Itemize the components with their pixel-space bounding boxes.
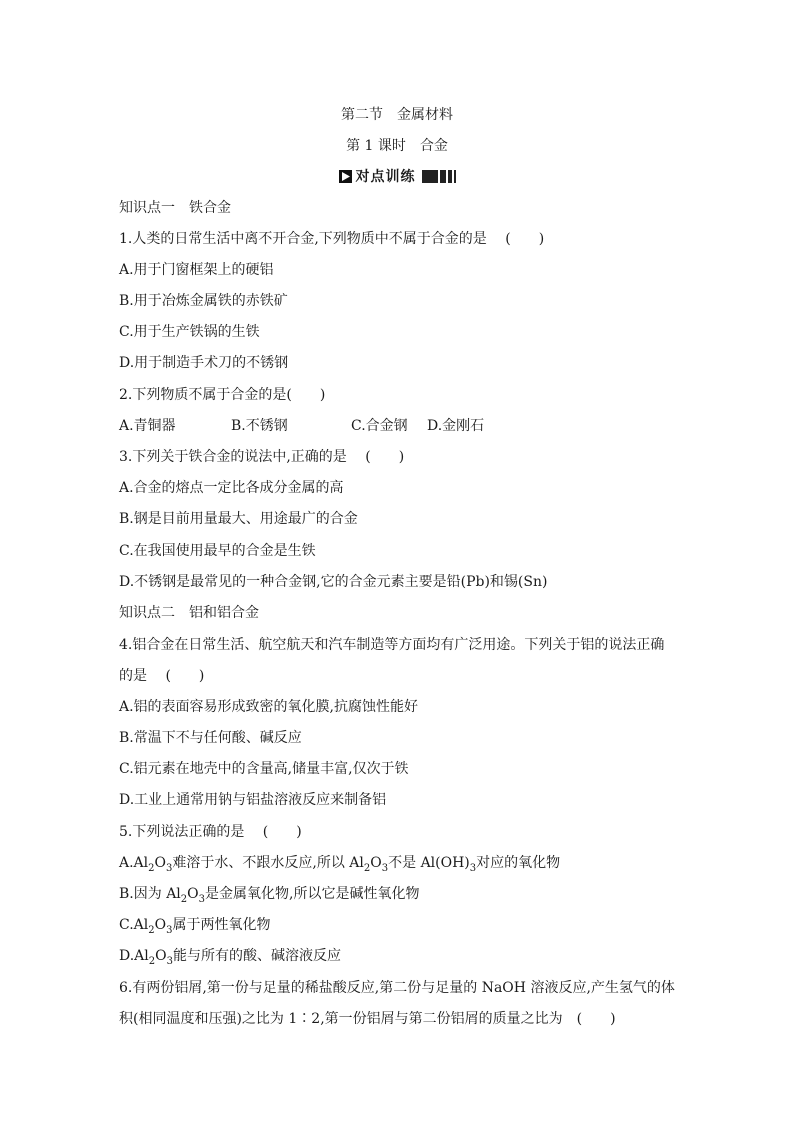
q5-option-a: $A.Al_2O_3$难溶于水、不跟水反应,所以 $Al_2O_3$不是 $Al(OH)_3$对应的氧化物	[119, 855, 561, 874]
q2-option-d: D.金刚石	[427, 418, 485, 434]
q5-stem: 5.下列说法正确的是 ( )	[119, 824, 302, 840]
q4-option-d: D.工业上通常用钠与铝盐溶液反应来制备铝	[119, 792, 387, 808]
q3-option-c: C.在我国使用最早的合金是生铁	[119, 543, 316, 559]
lesson-title: 第 1 课时 合金	[346, 138, 448, 154]
practice-banner	[0, 166, 794, 186]
banner-bars-icon	[422, 170, 456, 183]
q5-option-c: $C.Al_2O_3$属于两性氧化物	[119, 917, 271, 936]
q2-option-c: C.合金钢	[351, 418, 408, 434]
q4-stem-line2: 的是 ( )	[119, 668, 205, 684]
q4-option-c: C.铝元素在地壳中的含量高,储量丰富,仅次于铁	[119, 761, 409, 777]
q3-option-b: B.钢是目前用量最大、用途最广的合金	[119, 511, 358, 527]
q1-option-c: C.用于生产铁锅的生铁	[119, 324, 260, 340]
q1-stem: 1.人类的日常生活中离不开合金,下列物质中不属于合金的是 ( )	[119, 231, 545, 247]
knowledge-point-1: 知识点一 铁合金	[119, 200, 231, 216]
q4-option-a: A.铝的表面容易形成致密的氧化膜,抗腐蚀性能好	[119, 699, 419, 715]
q1-option-b: B.用于冶炼金属铁的赤铁矿	[119, 293, 288, 309]
q2-option-a: A.青铜器	[119, 418, 176, 434]
q3-option-a: A.合金的熔点一定比各成分金属的高	[119, 480, 344, 496]
q4-option-b: B.常温下不与任何酸、碱反应	[119, 730, 302, 746]
q6-stem-line1: 6.有两份铝屑,第一份与足量的稀盐酸反应,第二份与足量的 NaOH 溶液反应,产生氢气的体	[119, 980, 675, 996]
q5-option-d: $D.Al_2O_3$能与所有的酸、碱溶液反应	[119, 948, 341, 967]
q6-stem-line2: 积(相同温度和压强)之比为 1∶2,第一份铝屑与第二份铝屑的质量之比为 ( )	[119, 1011, 616, 1027]
banner-label: 对点训练	[355, 169, 416, 185]
q3-stem: 3.下列关于铁合金的说法中,正确的是 ( )	[119, 449, 405, 465]
knowledge-point-2: 知识点二 铝和铝合金	[119, 605, 259, 621]
play-icon	[339, 170, 352, 183]
q3-option-d: D.不锈钢是最常见的一种合金钢,它的合金元素主要是铅(Pb)和锡(Sn)	[119, 574, 548, 590]
q2-stem: 2.下列物质不属于合金的是( )	[119, 387, 326, 403]
q5-option-b: B.因为 $Al_2O_3$是金属氧化物,所以它是碱性氧化物	[119, 886, 420, 905]
q2-option-b: B.不锈钢	[231, 418, 288, 434]
section-title: 第二节 金属材料	[341, 107, 453, 123]
q1-option-d: D.用于制造手术刀的不锈钢	[119, 355, 289, 371]
q1-option-a: A.用于门窗框架上的硬铝	[119, 262, 274, 278]
q4-stem-line1: 4.铝合金在日常生活、航空航天和汽车制造等方面均有广泛用途。下列关于铝的说法正确	[119, 637, 665, 653]
